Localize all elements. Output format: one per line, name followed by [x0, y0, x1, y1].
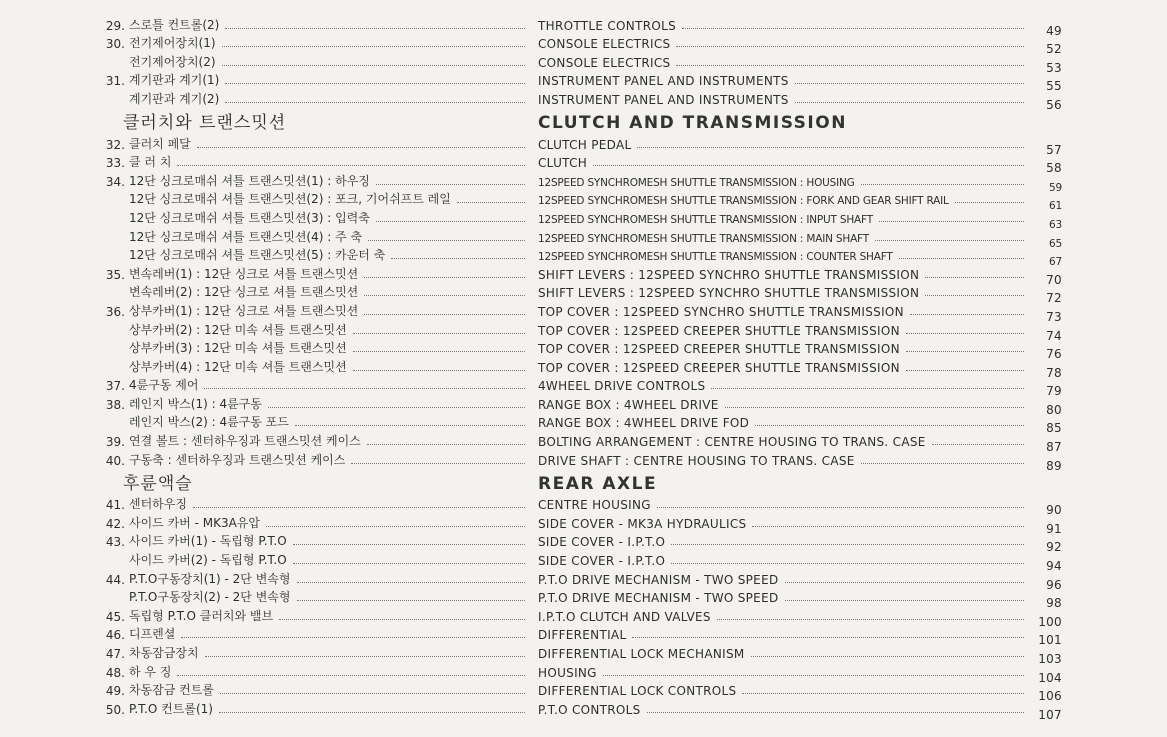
- entry-title-en: TOP COVER : 12SPEED CREEPER SHUTTLE TRANSMISSION: [538, 342, 900, 357]
- dot-leader: [676, 65, 1024, 66]
- entry-title-kr: 클 러 치: [129, 155, 172, 170]
- entry-number: 47.: [105, 647, 125, 661]
- entry-number: 32.: [105, 137, 125, 152]
- entry-title-kr: 독립형 P.T.O 클러치와 밸브: [129, 608, 274, 623]
- entry-title-en: P.T.O DRIVE MECHANISM - TWO SPEED: [538, 591, 779, 606]
- entry-number: 46.: [105, 628, 125, 643]
- dot-leader: [603, 675, 1024, 676]
- toc-entry-en: [538, 338, 1062, 362]
- toc-entry-en: [538, 642, 1062, 666]
- toc-entry-kr: [97, 642, 529, 661]
- toc-entry-kr: [97, 549, 529, 568]
- dot-leader: [353, 370, 525, 371]
- toc-entry-en: [538, 661, 1062, 685]
- page-number: 80: [1046, 402, 1062, 417]
- dot-leader: [657, 507, 1024, 508]
- dot-leader: [932, 444, 1024, 445]
- toc-entry-kr: [97, 356, 529, 375]
- page-number: 78: [1046, 365, 1062, 380]
- toc-entry-kr: [97, 88, 529, 107]
- dot-leader: [225, 83, 525, 84]
- page-number: 57: [1046, 142, 1062, 157]
- dot-leader: [925, 295, 1024, 296]
- dot-leader: [671, 563, 1024, 564]
- entry-title-kr: 클러치 페달: [129, 136, 191, 151]
- entry-title-kr: 변속레버(2) : 12단 싱크로 셔틀 트랜스밋션: [129, 285, 359, 300]
- dot-leader: [177, 675, 525, 676]
- entry-title-kr: P.T.O 컨트롤(1): [129, 701, 213, 716]
- entry-title-kr: 센터하우징: [129, 497, 187, 512]
- entry-title-en: DIFFERENTIAL LOCK MECHANISM: [538, 647, 745, 661]
- page-number: 79: [1046, 384, 1062, 399]
- toc-entry-kr: [97, 189, 529, 208]
- page-number: 74: [1046, 328, 1062, 343]
- entry-title-en: SHIFT LEVERS : 12SPEED SYNCHRO SHUTTLE TRANSMISSION: [538, 267, 920, 282]
- dot-leader: [204, 388, 525, 389]
- dot-leader: [647, 712, 1024, 713]
- entry-number: 38.: [105, 397, 125, 412]
- dot-leader: [861, 184, 1024, 185]
- toc-entry-en: [538, 226, 1062, 250]
- toc-entry-kr: [97, 393, 529, 412]
- entry-title-kr: 상부카버(3) : 12단 미속 셔틀 트랜스밋션: [129, 341, 347, 356]
- dot-leader: [785, 600, 1025, 601]
- page-number: 101: [1038, 633, 1062, 648]
- entry-number: 42.: [105, 516, 125, 531]
- dot-leader: [795, 102, 1024, 103]
- toc-entry-en: [538, 88, 1062, 112]
- toc-entry-kr: [97, 375, 529, 394]
- entry-title-en: SIDE COVER - I.P.T.O: [538, 535, 666, 550]
- toc-entry-en: [538, 698, 1062, 722]
- entry-title-en: 12SPEED SYNCHROMESH SHUTTLE TRANSMISSION : FORK AND GEAR SHIFT RAIL: [538, 195, 949, 208]
- dot-leader: [457, 202, 525, 203]
- dot-leader: [353, 351, 525, 352]
- entry-title-en: BOLTING ARRANGEMENT : CENTRE HOUSING TO TRANS. CASE: [538, 435, 926, 450]
- toc-entry-kr: [97, 152, 529, 171]
- entry-title-kr: 연결 볼트 : 센터하우징과 트랜스밋션 케이스: [129, 434, 361, 449]
- entry-title-kr: 상부카버(4) : 12단 미속 셔틀 트랜스밋션: [129, 359, 347, 374]
- toc-entry-en: [538, 207, 1062, 231]
- entry-title-en: INSTRUMENT PANEL AND INSTRUMENTS: [538, 74, 789, 89]
- dot-leader: [219, 712, 525, 713]
- entry-title-en: TOP COVER : 12SPEED SYNCHRO SHUTTLE TRANSMISSION: [538, 304, 904, 319]
- entry-title-kr: 스로틀 컨트롤(2): [129, 17, 220, 32]
- page-number: 49: [1046, 23, 1062, 38]
- entry-title-kr: 전기제어장치(2): [129, 54, 216, 69]
- dot-leader: [268, 407, 525, 408]
- dot-leader: [725, 407, 1024, 408]
- toc-entry-kr: [97, 661, 529, 680]
- entry-number: 31.: [105, 74, 125, 89]
- entry-title-en: 12SPEED SYNCHROMESH SHUTTLE TRANSMISSION : INPUT SHAFT: [538, 213, 873, 226]
- dot-leader: [632, 637, 1024, 638]
- toc-entry-en: [538, 494, 1062, 518]
- dot-leader: [593, 165, 1024, 166]
- entry-title-kr: 구동축 : 센터하우징과 트랜스밋션 케이스: [129, 452, 346, 467]
- dot-leader: [376, 184, 525, 185]
- dot-leader: [205, 656, 525, 657]
- dot-leader: [293, 544, 525, 545]
- toc-entry-kr: [97, 226, 529, 245]
- entry-title-kr: 상부카버(1) : 12단 싱크로 셔틀 트랜스밋션: [129, 303, 359, 318]
- dot-leader: [755, 425, 1024, 426]
- toc-entry-kr: [97, 14, 529, 33]
- page-number: 65: [1049, 237, 1062, 250]
- dot-leader: [955, 202, 1024, 203]
- toc-entry-en: [538, 133, 1062, 157]
- toc-entry-kr: [97, 587, 529, 606]
- dot-leader: [861, 463, 1024, 464]
- toc-entry-kr: [97, 70, 529, 89]
- toc-entry-kr: [97, 531, 529, 550]
- toc-entry-kr: [97, 263, 529, 282]
- dot-leader: [751, 656, 1024, 657]
- page-number: 61: [1049, 200, 1062, 213]
- entry-title-en: 4WHEEL DRIVE CONTROLS: [538, 379, 706, 394]
- entry-number: 43.: [105, 535, 125, 550]
- entry-title-kr: 변속레버(1) : 12단 싱크로 셔틀 트랜스밋션: [129, 266, 359, 281]
- toc-entry-kr: [97, 300, 529, 319]
- entry-title-en: SIDE COVER - MK3A HYDRAULICS: [538, 516, 747, 531]
- entry-title-kr: 사이드 카버 - MK3A유압: [129, 515, 260, 530]
- dot-leader: [906, 370, 1024, 371]
- toc-entry-kr: [97, 512, 529, 531]
- dot-leader: [910, 314, 1024, 315]
- page-number: 70: [1046, 272, 1062, 287]
- page-number: 94: [1046, 559, 1062, 574]
- dot-leader: [906, 333, 1024, 334]
- toc-entry-en: [538, 412, 1062, 436]
- entry-title-kr: 12단 싱크로매쉬 셔틀 트랜스밋션(1) : 하우징: [129, 173, 370, 188]
- toc-entry-kr: [97, 568, 529, 587]
- entry-title-en: P.T.O DRIVE MECHANISM - TWO SPEED: [538, 572, 779, 587]
- dot-leader: [391, 258, 525, 259]
- entry-title-en: TOP COVER : 12SPEED CREEPER SHUTTLE TRANSMISSION: [538, 323, 900, 338]
- entry-title-en: CONSOLE ELECTRICS: [538, 37, 671, 52]
- entry-title-en: CENTRE HOUSING: [538, 498, 651, 513]
- page-number: 55: [1046, 79, 1062, 94]
- toc-entry-en: [538, 531, 1062, 555]
- dot-leader: [367, 444, 525, 445]
- entry-title-en: CLUTCH: [538, 156, 588, 171]
- toc-entry-en: [538, 512, 1062, 536]
- entry-title-kr: 계기판과 계기(2): [129, 91, 220, 106]
- dot-leader: [364, 314, 525, 315]
- dot-leader: [297, 582, 526, 583]
- entry-title-en: CLUTCH PEDAL: [538, 137, 632, 152]
- dot-leader: [717, 619, 1024, 620]
- entry-title-en: INSTRUMENT PANEL AND INSTRUMENTS: [538, 92, 789, 107]
- entry-title-en: I.P.T.O CLUTCH AND VALVES: [538, 609, 711, 624]
- page-number: 87: [1046, 440, 1062, 455]
- dot-leader: [193, 507, 525, 508]
- toc-entry-en: [538, 680, 1062, 704]
- entry-number: 37.: [105, 379, 125, 394]
- toc-entry-en: [538, 624, 1062, 648]
- dot-leader: [925, 277, 1024, 278]
- entry-title-en: DRIVE SHAFT : CENTRE HOUSING TO TRANS. CASE: [538, 453, 855, 468]
- dot-leader: [222, 46, 525, 47]
- dot-leader: [376, 221, 525, 222]
- entry-number: 40.: [105, 453, 125, 468]
- page-number: 76: [1046, 347, 1062, 362]
- page-number: 63: [1049, 218, 1062, 231]
- entry-title-kr: 레인지 박스(2) : 4륜구동 포드: [129, 415, 289, 430]
- page-number: 85: [1046, 421, 1062, 436]
- entry-title-en: THROTTLE CONTROLS: [538, 18, 676, 33]
- page-number: 103: [1038, 652, 1062, 666]
- toc-entry-en: [538, 170, 1062, 194]
- dot-leader: [297, 600, 526, 601]
- toc-entry-kr: [97, 51, 529, 70]
- toc-entry-kr: [97, 245, 529, 264]
- page-number: 91: [1046, 521, 1062, 536]
- toc-entry-kr: [97, 680, 529, 699]
- toc-entry-en: [538, 263, 1062, 287]
- entry-number: 45.: [105, 609, 125, 624]
- toc-entry-kr: [97, 282, 529, 301]
- toc-entry-kr: [97, 605, 529, 624]
- toc-entry-kr: [97, 698, 529, 717]
- dot-leader: [671, 544, 1024, 545]
- dot-leader: [676, 46, 1024, 47]
- entry-number: 49.: [105, 684, 125, 699]
- toc-entry-en: [538, 430, 1062, 455]
- toc-entry-en: [538, 568, 1062, 592]
- toc-entry-en: [538, 245, 1062, 269]
- toc-entry-en: [538, 449, 1062, 473]
- dot-leader: [682, 28, 1024, 29]
- toc-entry-kr: [97, 624, 529, 643]
- entry-number: 39.: [105, 435, 125, 450]
- toc-entry-en: [538, 152, 1062, 176]
- toc-entry-kr: [97, 207, 529, 226]
- entry-number: 33.: [105, 156, 125, 171]
- page-number: 58: [1046, 161, 1062, 176]
- dot-leader: [225, 28, 525, 29]
- section-heading-kr: 후륜액슬: [123, 473, 193, 494]
- entry-number: 36.: [105, 304, 125, 319]
- entry-title-en: HOUSING: [538, 665, 597, 680]
- dot-leader: [222, 65, 525, 66]
- toc-entry-en: [538, 189, 1062, 213]
- dot-leader: [220, 693, 525, 694]
- dot-leader: [742, 693, 1024, 694]
- dot-leader: [364, 295, 525, 296]
- entry-title-en: CONSOLE ELECTRICS: [538, 55, 671, 70]
- toc-entry-en: [538, 14, 1062, 38]
- entry-title-en: DIFFERENTIAL LOCK CONTROLS: [538, 684, 737, 699]
- section-heading-en: REAR AXLE: [538, 473, 658, 494]
- toc-entry-kr: [97, 412, 529, 431]
- entry-title-kr: 상부카버(2) : 12단 미속 셔틀 트랜스밋션: [129, 322, 347, 337]
- dot-leader: [225, 102, 525, 103]
- dot-leader: [752, 526, 1024, 527]
- page-number: 107: [1038, 707, 1062, 722]
- section-heading-en: CLUTCH AND TRANSMISSION: [538, 112, 847, 133]
- toc-entry-en: [538, 51, 1062, 75]
- toc-entry-en: [538, 587, 1062, 611]
- entry-title-en: SHIFT LEVERS : 12SPEED SYNCHRO SHUTTLE TRANSMISSION: [538, 286, 920, 301]
- korean-toc-column: [97, 14, 529, 717]
- page-number: 52: [1046, 42, 1062, 57]
- entry-title-kr: 차동잠금장치: [129, 646, 199, 660]
- page-number: 72: [1046, 291, 1062, 306]
- dot-leader: [875, 240, 1024, 241]
- entry-title-en: RANGE BOX : 4WHEEL DRIVE FOD: [538, 416, 750, 431]
- entry-title-kr: 4륜구동 제어: [129, 378, 199, 393]
- toc-entry-kr: [97, 338, 529, 357]
- dot-leader: [197, 147, 525, 148]
- toc-entry-en: [538, 300, 1062, 324]
- entry-number: 48.: [105, 665, 125, 680]
- dot-leader: [266, 526, 525, 527]
- dot-leader: [279, 619, 525, 620]
- entry-title-kr: 12단 싱크로매쉬 셔틀 트랜스밋션(3) : 입력축: [129, 210, 370, 225]
- entry-number: 41.: [105, 498, 125, 513]
- entry-title-en: 12SPEED SYNCHROMESH SHUTTLE TRANSMISSION : HOUSING: [538, 176, 855, 189]
- dot-leader: [785, 582, 1025, 583]
- entry-title-en: DIFFERENTIAL: [538, 628, 627, 643]
- toc-entry-kr: [97, 430, 529, 449]
- entry-title-kr: 12단 싱크로매쉬 셔틀 트랜스밋션(2) : 포크, 기어쉬프트 레일: [129, 192, 451, 207]
- entry-number: 34.: [105, 174, 125, 189]
- page-number: 90: [1046, 503, 1062, 518]
- dot-leader: [711, 388, 1024, 389]
- page-number: 100: [1038, 614, 1062, 629]
- dot-leader: [364, 277, 525, 278]
- entry-number: 29.: [105, 18, 125, 33]
- page-number: 59: [1049, 181, 1062, 194]
- dot-leader: [181, 637, 525, 638]
- entry-title-kr: 사이드 카버(1) - 독립형 P.T.O: [129, 534, 287, 549]
- toc-entry-kr: [97, 133, 529, 152]
- page-number: 67: [1049, 256, 1062, 269]
- page-number: 96: [1046, 577, 1062, 592]
- page-number: 89: [1046, 458, 1062, 473]
- entry-title-kr: 하 우 징: [129, 664, 172, 679]
- toc-entry-en: [538, 356, 1062, 380]
- toc-entry-kr: [97, 494, 529, 513]
- toc-entry-kr: [97, 33, 529, 52]
- dot-leader: [351, 463, 525, 464]
- toc-entry-en: [538, 282, 1062, 306]
- entry-title-kr: 디프렌셜: [129, 627, 176, 642]
- entry-title-en: 12SPEED SYNCHROMESH SHUTTLE TRANSMISSION : MAIN SHAFT: [538, 232, 869, 245]
- toc-entry-kr: [97, 319, 529, 338]
- entry-title-en: TOP COVER : 12SPEED CREEPER SHUTTLE TRANSMISSION: [538, 360, 900, 375]
- entry-title-en: 12SPEED SYNCHROMESH SHUTTLE TRANSMISSION : COUNTER SHAFT: [538, 251, 893, 264]
- entry-number: 44.: [105, 572, 125, 587]
- toc-entry-kr: [97, 170, 529, 189]
- page-number: 104: [1038, 670, 1062, 685]
- page-number: 73: [1046, 309, 1062, 324]
- entry-title-kr: 계기판과 계기(1): [129, 73, 220, 88]
- entry-title-kr: P.T.O구동장치(1) - 2단 변속형: [129, 571, 291, 586]
- toc-entry-kr: [97, 449, 529, 468]
- page-number: 106: [1038, 689, 1062, 704]
- toc-entry-en: [538, 319, 1062, 343]
- entry-title-kr: P.T.O구동장치(2) - 2단 변속형: [129, 590, 291, 605]
- entry-title-kr: 전기제어장치(1): [129, 36, 216, 51]
- entry-title-en: RANGE BOX : 4WHEEL DRIVE: [538, 397, 719, 412]
- english-toc-column: [538, 14, 1062, 722]
- dot-leader: [177, 165, 525, 166]
- entry-title-kr: 12단 싱크로매쉬 셔틀 트랜스밋션(4) : 주 축: [129, 229, 363, 244]
- toc-entry-en: [538, 605, 1062, 629]
- entry-number: 50.: [105, 702, 125, 717]
- dot-leader: [353, 333, 525, 334]
- page-number: 53: [1046, 60, 1062, 75]
- toc-entry-en: [538, 70, 1062, 94]
- page-number: 56: [1046, 97, 1062, 112]
- entry-number: 30.: [105, 37, 125, 52]
- entry-title-kr: 사이드 카버(2) - 독립형 P.T.O: [129, 553, 287, 568]
- page-number: 92: [1046, 540, 1062, 555]
- toc-entry-en: [538, 33, 1062, 57]
- section-heading-kr: 클러치와 트랜스밋션: [123, 112, 287, 133]
- dot-leader: [795, 83, 1024, 84]
- dot-leader: [368, 240, 525, 241]
- dot-leader: [293, 563, 525, 564]
- entry-title-kr: 차동잠금 컨트롤: [129, 683, 214, 698]
- toc-entry-en: [538, 375, 1062, 399]
- entry-title-en: SIDE COVER - I.P.T.O: [538, 554, 666, 569]
- dot-leader: [906, 351, 1024, 352]
- toc-entry-en: [538, 393, 1062, 417]
- toc-entry-en: [538, 549, 1062, 574]
- dot-leader: [295, 425, 525, 426]
- entry-title-kr: 12단 싱크로매쉬 셔틀 트랜스밋션(5) : 카운터 축: [129, 248, 386, 263]
- entry-number: 35.: [105, 267, 125, 282]
- dot-leader: [637, 147, 1024, 148]
- dot-leader: [899, 258, 1024, 259]
- entry-title-en: P.T.O CONTROLS: [538, 702, 641, 717]
- page-number: 98: [1046, 596, 1062, 611]
- dot-leader: [879, 221, 1024, 222]
- entry-title-kr: 레인지 박스(1) : 4륜구동: [129, 396, 262, 411]
